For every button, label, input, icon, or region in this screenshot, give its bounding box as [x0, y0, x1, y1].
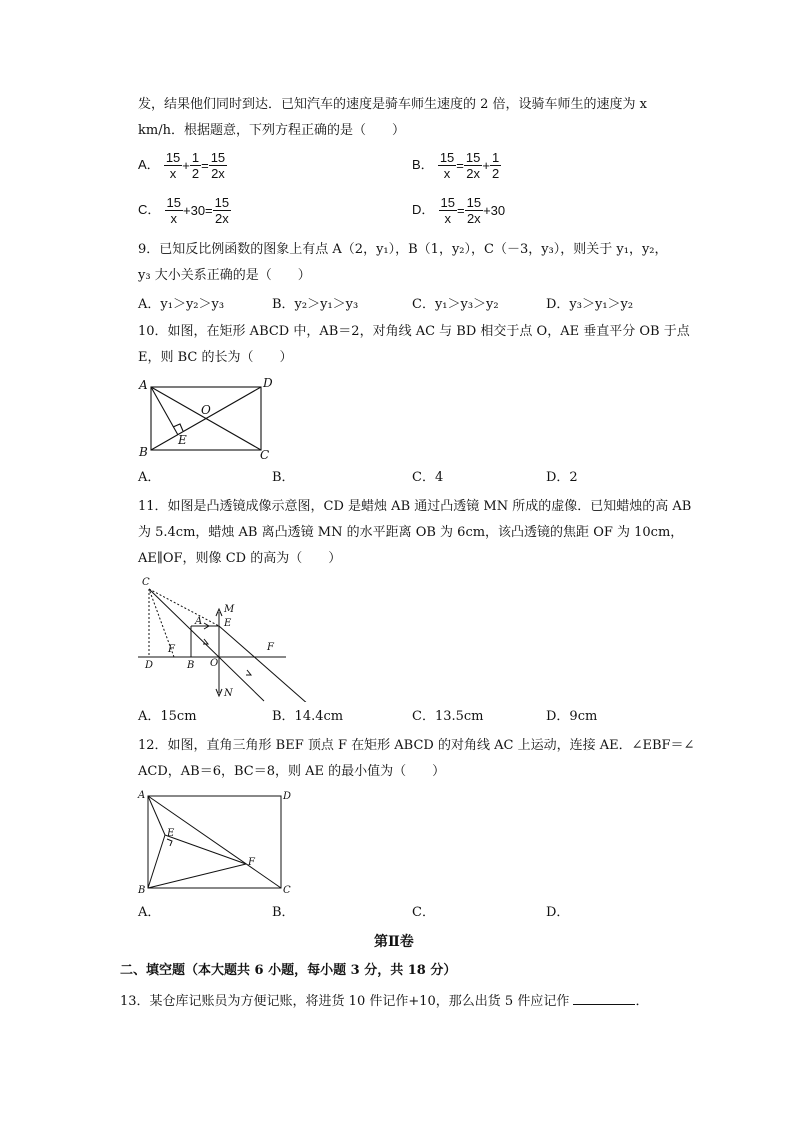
label-n: N: [224, 688, 233, 699]
q9-line2: y₃ 大小关系正确的是（ ）: [138, 268, 311, 283]
section-title: 第Ⅱ卷: [374, 934, 414, 950]
q12-option-d[interactable]: D．: [546, 905, 570, 920]
q12-line2: ACD，AB＝6，BC＝8，则 AE 的最小值为（ ）: [138, 764, 446, 779]
q9-option-c[interactable]: C．y₁＞y₃＞y₂: [412, 297, 499, 312]
label-c: C: [142, 577, 150, 588]
q12-option-c[interactable]: C．: [412, 905, 435, 920]
label-a: A: [138, 790, 146, 801]
ray-arrow-2: [203, 639, 208, 644]
ray-arrow-3: [246, 670, 251, 675]
label-o: O: [201, 403, 211, 417]
label-d: D: [283, 791, 292, 802]
answer-blank[interactable]: [573, 992, 635, 1005]
diagonal-ac: [148, 796, 281, 888]
q12-option-b[interactable]: B．: [272, 905, 295, 920]
segment-bf: [148, 864, 246, 888]
q8-line2: km/h．根据题意，下列方程正确的是（ ）: [138, 123, 405, 138]
virtual-ray-ce: [149, 589, 219, 626]
q10-line1: 10．如图，在矩形 ABCD 中，AB＝2，对角线 AC 与 BD 相交于点 O，AE 垂直平分 OB 于点: [138, 324, 690, 339]
q10-rectangle-figure: [136, 374, 276, 462]
label-d: D: [145, 660, 154, 671]
q9-option-b[interactable]: B．y₂＞y₁＞y₃: [272, 297, 359, 312]
label-c: C: [260, 448, 270, 462]
q13-question: [120, 992, 648, 1012]
label-e: E: [167, 828, 175, 839]
label-a: A: [139, 378, 148, 392]
label-b: B: [139, 445, 148, 459]
segment-be: [148, 835, 165, 888]
label-c: C: [283, 885, 291, 896]
label-m: M: [224, 604, 235, 615]
q8-line1: 发，结果他们同时到达．已知汽车的速度是骑车师生速度的 2 倍，设骑车师生的速度为 x: [138, 97, 648, 112]
q11-line3: AE∥OF，则像 CD 的高为（ ）: [138, 551, 342, 566]
label-e: E: [178, 433, 187, 447]
q11-lens-figure: [134, 576, 314, 702]
label-b: B: [138, 885, 146, 896]
q11-option-b[interactable]: B．14.4cm: [272, 709, 344, 724]
q11-option-a[interactable]: A．15cm: [138, 709, 197, 724]
q8-option-c[interactable]: C． $\frac{15}{x}$ +30= $\frac{15}{2x}$: [138, 195, 230, 226]
q12-line1: 12．如图，直角三角形 BEF 顶点 F 在矩形 ABCD 的对角线 AC 上运动，连接 AE．∠EBF＝∠: [138, 738, 695, 753]
label-o: O: [210, 658, 219, 669]
q8-option-b[interactable]: B． $\frac{15}{x}$ = $\frac{15}{2x}$ + $\frac{1}{2}$: [412, 150, 500, 181]
q12-option-a[interactable]: A．: [138, 905, 161, 920]
q13-end: ．: [635, 994, 649, 1009]
q13-text: 13．某仓库记账员为方便记账，将进货 10 件记作+10，那么出货 5 件应记作: [120, 994, 570, 1009]
label-b: B: [187, 660, 195, 671]
q8-option-d[interactable]: D． $\frac{15}{x}$ = $\frac{15}{2x}$ +30: [412, 195, 506, 226]
section-heading: 二、填空题（本大题共 6 小题，每小题 3 分，共 18 分）: [120, 963, 457, 978]
q11-line1: 11．如图是凸透镜成像示意图，CD 是蜡烛 AB 通过凸透镜 MN 所成的虚像．已知蜡烛的高 AB: [138, 499, 692, 514]
label-f: F: [248, 857, 255, 868]
q9-option-a[interactable]: A．y₁＞y₂＞y₃: [138, 297, 225, 312]
q9-line1: 9．已知反比例函数的图象上有点 A（2，y₁），B（1，y₂），C（－3，y₃），则关于 y₁，y₂，: [138, 242, 668, 257]
right-angle-mark: [173, 424, 183, 431]
q10-option-d[interactable]: D．2: [546, 470, 578, 485]
q11-option-c[interactable]: C．13.5cm: [412, 709, 484, 724]
q10-line2: E，则 BC 的长为（ ）: [138, 350, 293, 365]
q10-option-c[interactable]: C．4: [412, 470, 444, 485]
right-angle-mark: [167, 839, 172, 846]
q11-option-d[interactable]: D．9cm: [546, 709, 598, 724]
ray-through-o: [149, 589, 264, 701]
q11-line2: 为 5.4cm，蜡烛 AB 离凸透镜 MN 的水平距离 OB 为 6cm，该凸透镜的焦距 OF 为 10cm，: [138, 525, 684, 540]
label-e: E: [224, 618, 232, 629]
q10-option-a[interactable]: A．: [138, 470, 161, 485]
label-a: A: [195, 616, 203, 627]
q10-option-b[interactable]: B．: [272, 470, 295, 485]
label-f-left: F: [168, 644, 175, 655]
q9-option-d[interactable]: D．y₃＞y₁＞y₂: [546, 297, 634, 312]
q12-rectangle-figure: [136, 787, 296, 897]
q8-option-a[interactable]: A． $\frac{15}{x}$ + $\frac{1}{2}$ = $\frac{15}{2x}$: [138, 150, 226, 181]
label-f-right: F: [267, 642, 274, 653]
segment-ef: [165, 835, 246, 864]
label-d: D: [263, 376, 273, 390]
